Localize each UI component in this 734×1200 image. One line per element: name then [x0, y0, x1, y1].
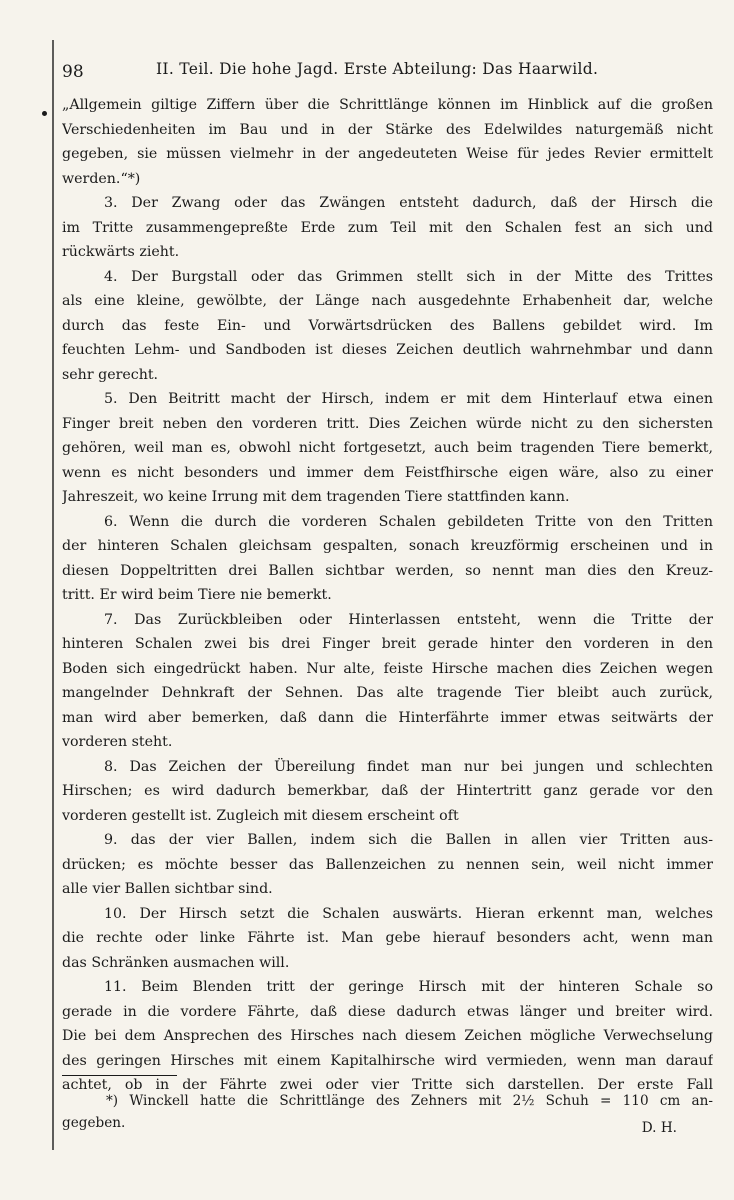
footnote	[62, 1090, 713, 1134]
text-line: als eine kleine, gewölbte, der Länge nach ausgedehnte Erhabenheit dar, welche	[62, 293, 713, 309]
text-line: gehören, weil man es, obwohl nicht fortgesetzt, auch beim tragenden Tiere bemerkt,	[62, 440, 713, 456]
text-line: vorderen steht.	[62, 734, 173, 750]
text-line: 6. Wenn die durch die vorderen Schalen gebildeten Tritte von den Tritten	[104, 513, 713, 530]
text-line: vorderen gestellt ist. Zugleich mit diesem erscheint oft	[62, 807, 459, 824]
text-line: Jahreszeit, wo keine Irrung mit dem tragenden Tiere stattfinden kann.	[62, 489, 570, 505]
text-line: diesen Doppeltritten drei Ballen sichtbar werden, so nennt man dies den Kreuz-	[62, 562, 713, 579]
page-number: 98	[62, 62, 84, 82]
text-line: man wird aber bemerken, daß dann die Hinterfährte immer etwas seitwärts der	[62, 709, 713, 726]
text-line: achtet, ob in der Fährte zwei oder vier Tritte sich darstellen. Der erste Fall	[62, 1077, 713, 1093]
text-line: wenn es nicht besonders und immer dem Feistfhirsche eigen wäre, also zu einer	[62, 464, 713, 481]
text-line: die rechte oder linke Fährte ist. Man gebe hierauf besonders acht, wenn man	[62, 930, 713, 946]
text-line: 3. Der Zwang oder das Zwängen entsteht dadurch, daß der Hirsch die	[104, 195, 713, 211]
footnote-line: gegeben.	[62, 1115, 126, 1131]
text-line: mangelnder Dehnkraft der Sehnen. Das alte tragende Tier bleibt auch zurück,	[62, 685, 713, 701]
text-line: des geringen Hirsches mit einem Kapitalhirsche wird vermieden, wenn man darauf	[62, 1052, 713, 1069]
body-text	[62, 93, 713, 1093]
text-line: der hinteren Schalen gleichsam gespalten, sonach kreuzförmig erscheinen und in	[62, 538, 713, 554]
text-line: hinteren Schalen zwei bis drei Finger breit gerade hinter den vorderen in den	[62, 636, 713, 652]
margin-mark	[42, 111, 47, 116]
text-line: alle vier Ballen sichtbar sind.	[62, 881, 273, 897]
text-line: gerade in die vordere Fährte, daß diese dadurch etwas länger und breiter wird.	[62, 1003, 713, 1020]
footnote-line: *) Winckell hatte die Schrittlänge des Zehners mit 2½ Schuh = 110 cm an-	[106, 1093, 713, 1109]
text-line: 8. Das Zeichen der Übereilung findet man nur bei jungen und schlechten	[104, 758, 713, 775]
text-line: 4. Der Burgstall oder das Grimmen stellt sich in der Mitte des Trittes	[104, 268, 713, 285]
text-line: gegeben, sie müssen vielmehr in der angedeuteten Weise für jedes Revier ermittelt	[62, 146, 713, 162]
text-line: „Allgemein giltige Ziffern über die Schrittlänge können im Hinblick auf die großen	[62, 97, 713, 113]
text-line: 9. das der vier Ballen, indem sich die Ballen in allen vier Tritten aus-	[104, 832, 713, 848]
text-line: im Tritte zusammengepreßte Erde zum Teil mit den Schalen fest an sich und	[62, 219, 713, 236]
text-line: Finger breit neben den vorderen tritt. Dies Zeichen würde nicht zu den sichersten	[62, 415, 713, 432]
text-line: durch das feste Ein- und Vorwärtsdrücken des Ballens gebildet wird. Im	[62, 317, 713, 334]
text-line: Boden sich eingedrückt haben. Nur alte, feiste Hirsche machen dies Zeichen wegen	[62, 660, 713, 677]
text-line: Hirschen; es wird dadurch bemerkbar, daß der Hintertritt ganz gerade vor den	[62, 783, 713, 799]
running-head: II. Teil. Die hohe Jagd. Erste Abteilung: Das Haarwild.	[156, 60, 599, 78]
text-line: sehr gerecht.	[62, 366, 159, 383]
margin-rule	[52, 40, 54, 1150]
footnote-rule	[62, 1075, 177, 1076]
text-line: werden.“*)	[62, 170, 141, 187]
page-header	[62, 56, 712, 86]
text-line: feuchten Lehm- und Sandboden ist dieses Zeichen deutlich wahrnehmbar und dann	[62, 342, 713, 358]
text-line: tritt. Er wird beim Tiere nie bemerkt.	[62, 587, 332, 603]
text-line: 11. Beim Blenden tritt der geringe Hirsch mit der hinteren Schale so	[104, 979, 713, 995]
text-line: rückwärts zieht.	[62, 244, 180, 260]
text-line: drücken; es möchte besser das Ballenzeichen zu nennen sein, weil nicht immer	[62, 856, 713, 873]
text-line: 5. Den Beitritt macht der Hirsch, indem er mit dem Hinterlauf etwa einen	[104, 391, 713, 407]
text-line: das Schränken ausmachen will.	[62, 954, 290, 971]
text-line: Verschiedenheiten im Bau und in der Stärke des Edelwildes naturgemäß nicht	[62, 121, 713, 138]
text-line: Die bei dem Ansprechen des Hirsches nach diesem Zeichen mögliche Verwechselung	[62, 1028, 713, 1044]
text-line: 10. Der Hirsch setzt die Schalen auswärts. Hieran erkennt man, welches	[104, 905, 713, 922]
footnote-signature: D. H.	[641, 1120, 677, 1136]
text-line: 7. Das Zurückbleiben oder Hinterlassen entsteht, wenn die Tritte der	[104, 611, 713, 628]
